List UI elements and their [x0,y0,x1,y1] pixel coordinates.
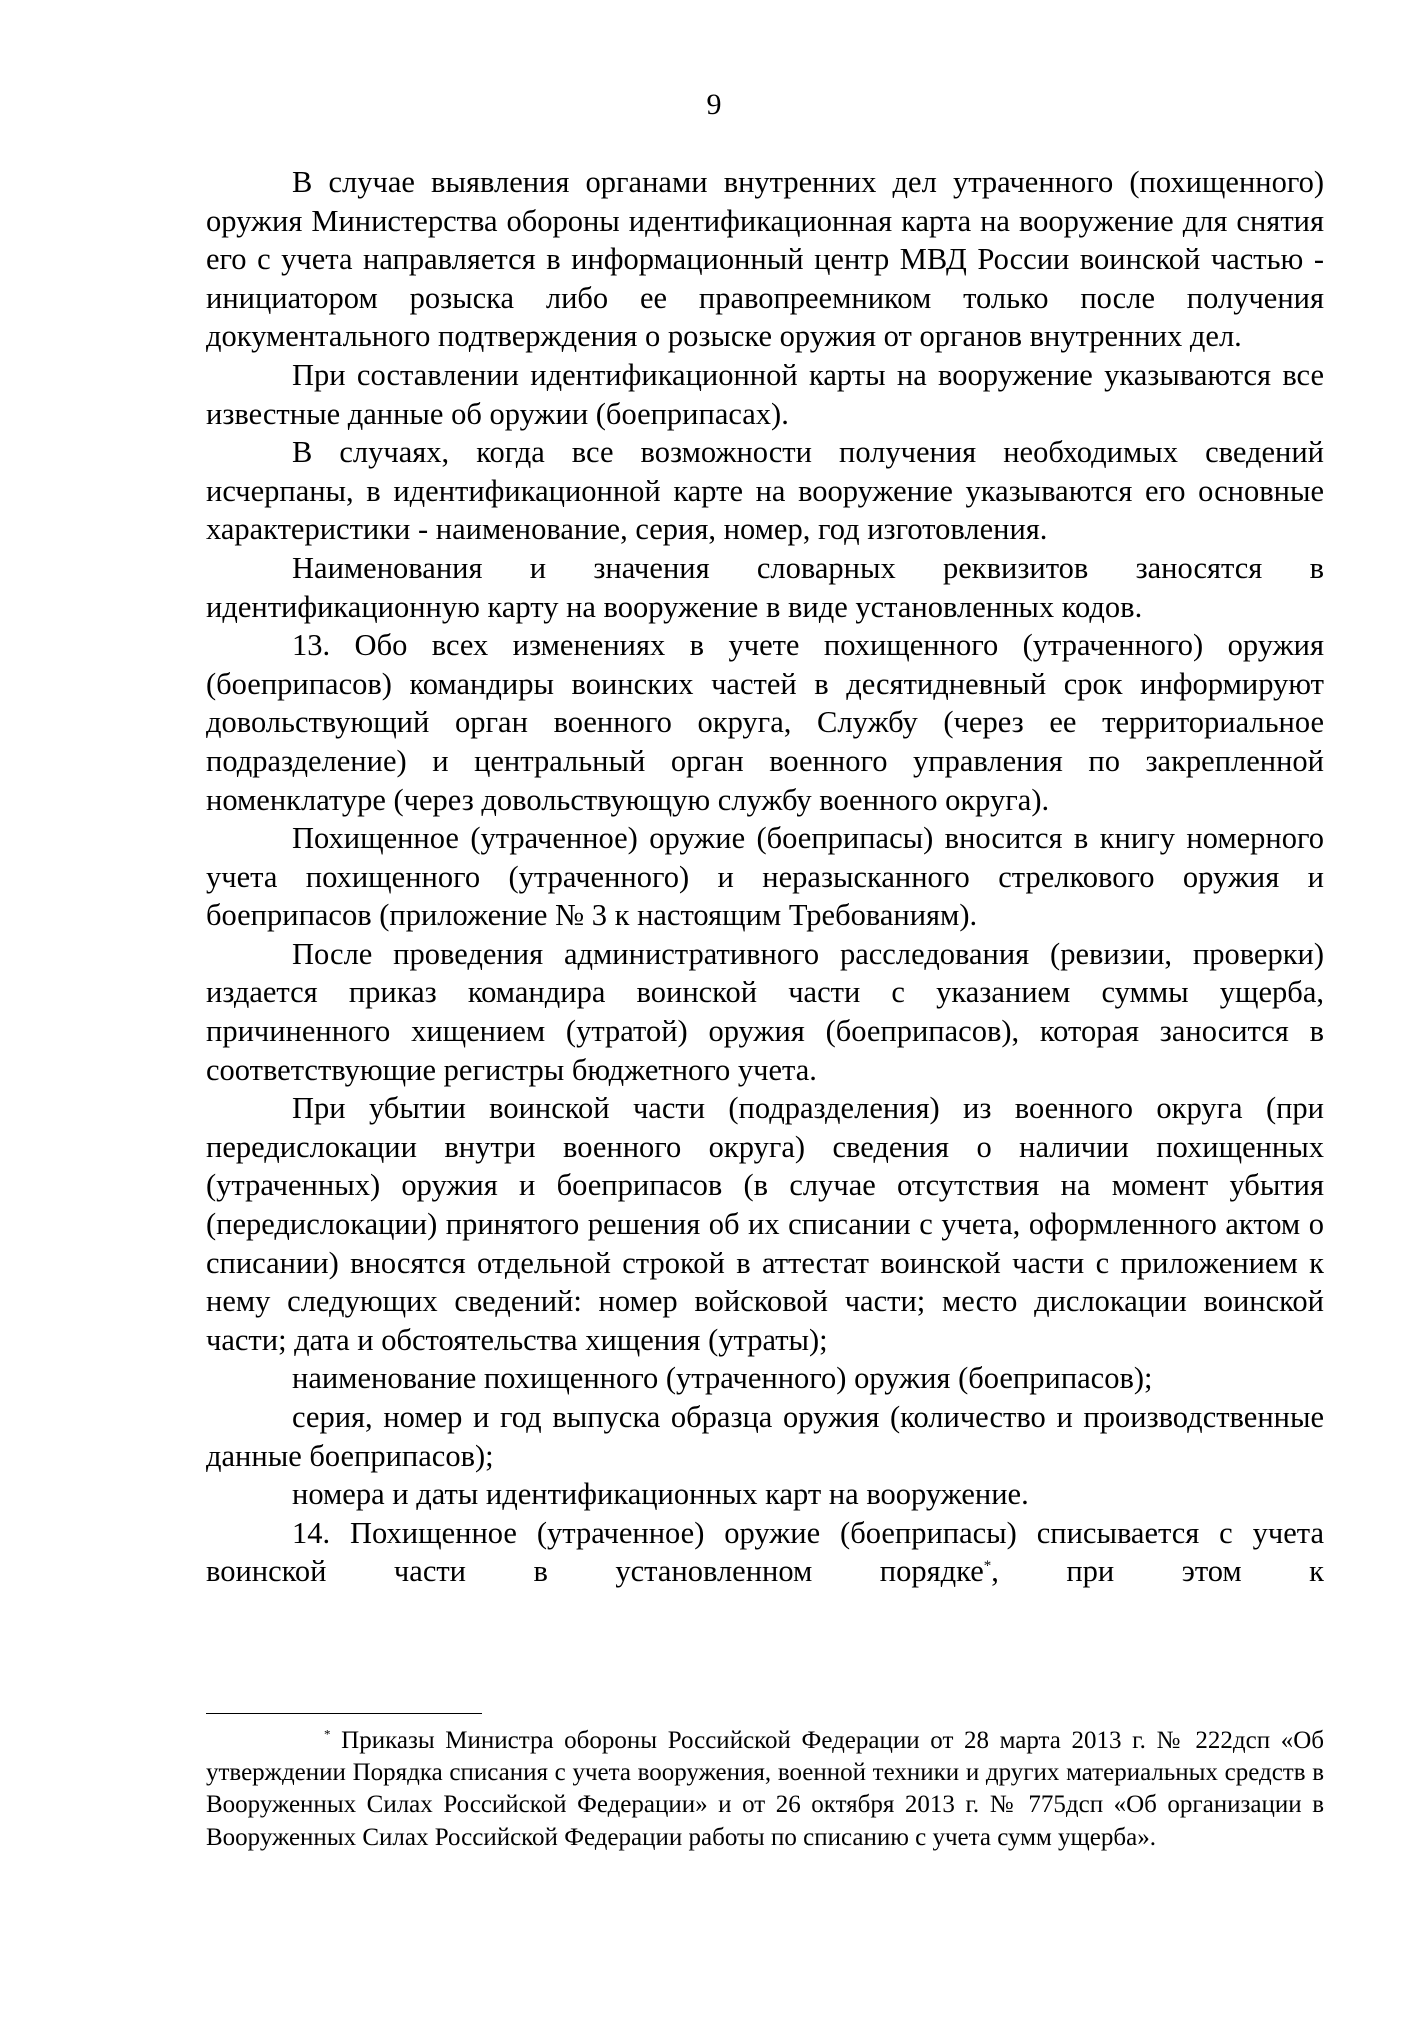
paragraph: серия, номер и год выпуска образца оружия (количество и производственные данные боеприпасов); [206,1400,1324,1473]
paragraph-text-tail: , при этом к [991,1554,1325,1589]
paragraph: 13. Обо всех изменениях в учете похищенного (утраченного) оружия (боеприпасов) командиры воинских частей в десятидневный срок информируют довольствующий орган военного округа, Службу (через ее территориальное подразделение) и центральный орган военного управления по закрепленной номенклатуре (через довольствующую службу военного округа). [206,628,1324,817]
paragraph: Наименования и значения словарных реквизитов заносятся в идентификационную карту на вооружение в виде установленных кодов. [206,550,1324,624]
body-text [206,163,1324,1591]
paragraph: наименование похищенного (утраченного) оружия (боеприпасов); [292,1361,1153,1396]
footnote-separator [206,1713,482,1714]
footnote-paragraph [206,1725,1324,1854]
footnote [206,1725,1324,1854]
paragraph: номера и даты идентификационных карт на вооружение. [292,1477,1029,1512]
footnote-reference: * [983,1558,992,1575]
paragraph: После проведения административного расследования (ревизии, проверки) издается приказ командира воинской части с указанием суммы ущерба, причиненного хищением (утратой) оружия (боеприпасов), которая заносится в соответствующие регистры бюджетного учета. [206,936,1324,1087]
paragraph: Похищенное (утраченное) оружие (боеприпасы) вносится в книгу номерного учета похищенного (утраченного) и неразысканного стрелкового оружия и боеприпасов (приложение № 3 к настоящим Требованиям). [206,821,1324,933]
paragraph: В случаях, когда все возможности получения необходимых сведений исчерпаны, в идентификационной карте на вооружение указываются его основные характеристики - наименование, серия, номер, год изготовления. [206,435,1324,547]
paragraph: При убытии воинской части (подразделения) из военного округа (при передислокации внутри военного округа) сведения о наличии похищенных (утраченных) оружия и боеприпасов (в случае отсутствия на момент убытия (передислокации) принятого решения об их списании с учета, оформленного актом о списании) вносятся отдельной строкой в аттестат воинской части с приложением к нему следующих сведений: номер войсковой части; место дислокации воинской части; дата и обстоятельства хищения (утраты); [206,1091,1324,1357]
paragraph: При составлении идентификационной карты на вооружение указываются все известные данные об оружии (боеприпасах). [206,357,1324,431]
page-number: 9 [706,88,722,121]
footnote-text: Приказы Министра обороны Российской Федерации от 28 марта 2013 г. № 222дсп «Об утверждении Порядка списания с учета вооружения, военной техники и других материальных средств в Вооруженных Силах Российской Федерации» и от 26 октября 2013 г. № 775дсп «Об организации в Вооруженных Силах Российской Федерации работы по списанию с учета сумм ущерба». [206,1727,1324,1851]
footnote-mark: * [324,1726,331,1742]
paragraph-text: 14. Похищенное (утраченное) оружие (боеприпасы) списывается с учета воинской части в установленном порядке [206,1515,1324,1589]
paragraph-continued [206,1514,1324,1591]
paragraph: В случае выявления органами внутренних дел утраченного (похищенного) оружия Министерства обороны идентификационная карта на вооружение для снятия его с учета направляется в информационный центр МВД России воинской частью - инициатором розыска либо ее правопреемником только после получения документального подтверждения о розыске оружия от органов внутренних дел. [206,165,1324,354]
